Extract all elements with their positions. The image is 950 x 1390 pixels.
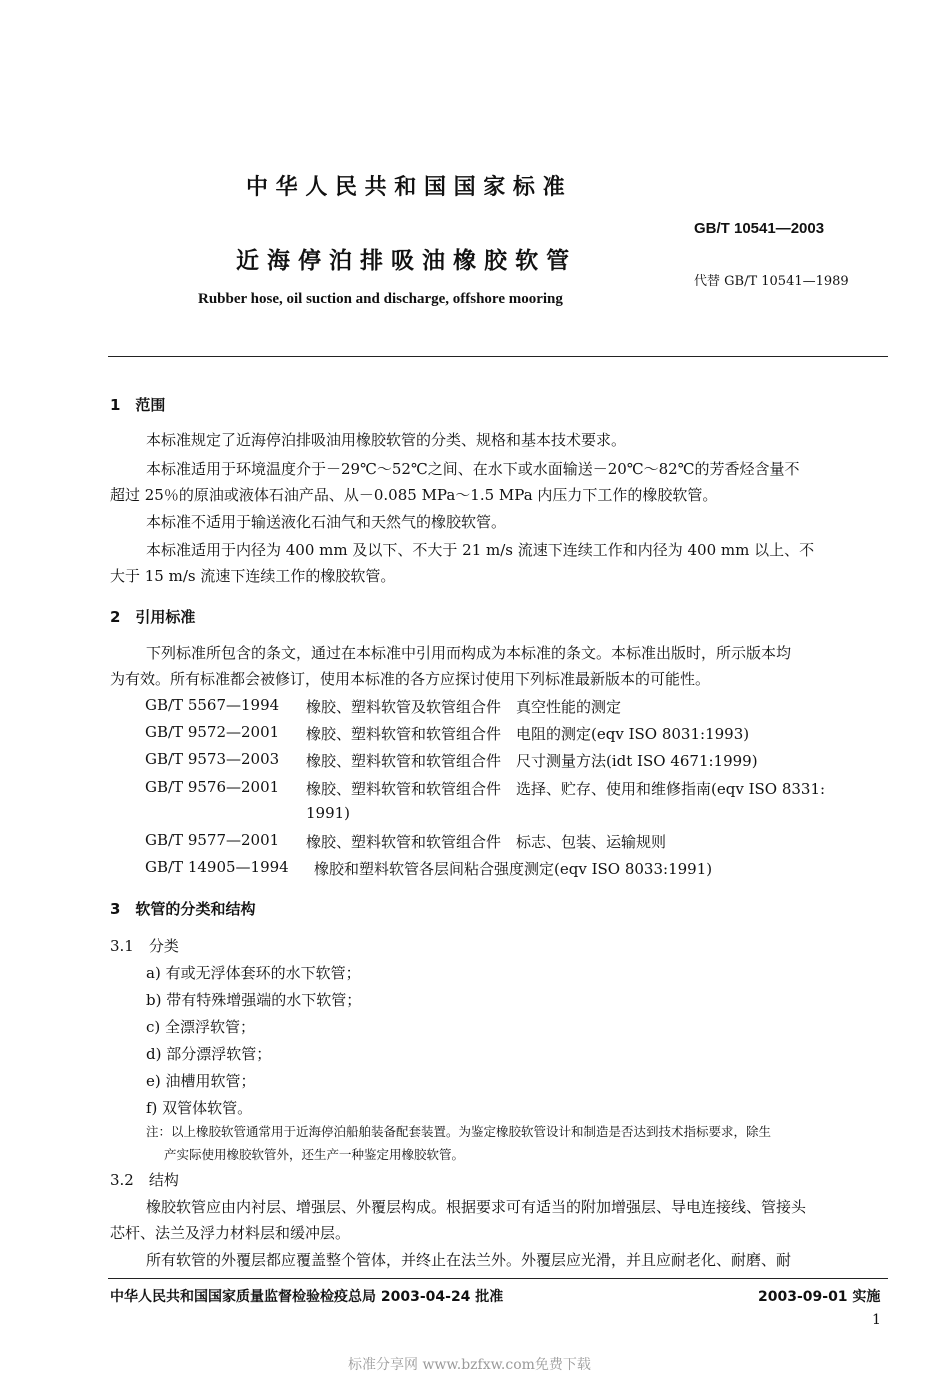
section-3-2-para-1-line-1: 橡胶软管应由内衬层、增强层、外覆层构成。根据要求可有适当的附加增强层、导电连接线、管接头	[146, 1198, 807, 1216]
note-line-2: 产实际使用橡胶软管外，还生产一种鉴定用橡胶软管。	[164, 1147, 465, 1162]
section-1-para-4-line-2: 大于 15 m/s 流速下连续工作的橡胶软管。	[110, 567, 396, 585]
section-1-para-1: 本标准规定了近海停泊排吸油用橡胶软管的分类、规格和基本技术要求。	[146, 431, 627, 449]
section-3-1-heading: 3.1 分类	[110, 937, 179, 955]
section-1-para-3: 本标准不适用于输送液化石油气和天然气的橡胶软管。	[146, 513, 507, 531]
effective-date: 2003-09-01 实施	[758, 1289, 881, 1305]
reference-title: 橡胶、塑料软管和软管组合件 电阻的测定(eqv ISO 8031:1993)	[306, 725, 750, 743]
reference-title: 橡胶和塑料软管各层间粘合强度测定(eqv ISO 8033:1991)	[314, 860, 713, 878]
section-2-para-line-2: 为有效。所有标准都会被修订，使用本标准的各方应探讨使用下列标准最新版本的可能性。	[110, 670, 711, 688]
list-item: e) 油槽用软管；	[146, 1072, 256, 1090]
section-3-heading: 3 软管的分类和结构	[110, 900, 256, 918]
reference-code: GB/T 9577—2001	[145, 831, 280, 849]
section-2-heading: 2 引用标准	[110, 608, 196, 626]
list-item: d) 部分漂浮软管；	[146, 1045, 272, 1063]
section-1-para-4-line-1: 本标准适用于内径为 400 mm 及以下、不大于 21 m/s 流速下连续工作和内径为 400 mm 以上、不	[146, 541, 815, 559]
reference-code: GB/T 9576—2001	[145, 778, 280, 796]
note-line-1: 注：以上橡胶软管通常用于近海停泊船舶装备配套装置。为鉴定橡胶软管设计和制造是否达到技术指标要求，除生	[146, 1124, 772, 1139]
reference-title: 橡胶、塑料软管和软管组合件 标志、包装、运输规则	[306, 833, 667, 851]
watermark: 标准分享网 www.bzfxw.com免费下载	[348, 1357, 591, 1373]
reference-code: GB/T 5567—1994	[145, 696, 280, 714]
reference-title: 橡胶、塑料软管和软管组合件 选择、贮存、使用和维修指南(eqv ISO 8331:	[306, 780, 826, 798]
list-item: a) 有或无浮体套环的水下软管；	[146, 964, 361, 982]
document-title-cn: 近 海 停 泊 排 吸 油 橡 胶 软 管	[236, 248, 570, 274]
reference-code: GB/T 9573—2003	[145, 750, 280, 768]
reference-title: 橡胶、塑料软管和软管组合件 尺寸测量方法(idt ISO 4671:1999)	[306, 752, 758, 770]
section-3-2-para-1-line-2: 芯杆、法兰及浮力材料层和缓冲层。	[110, 1224, 351, 1242]
section-1-para-2-line-2: 超过 25％的原油或液体石油产品、从－0.085 MPa～1.5 MPa 内压力下工作的橡胶软管。	[110, 486, 718, 504]
approval-authority: 中华人民共和国国家质量监督检验检疫总局 2003-04-24 批准	[110, 1289, 504, 1305]
replaces-standard: 代替 GB/T 10541—1989	[694, 274, 849, 289]
page-number: 1	[872, 1312, 881, 1328]
national-standard-title: 中 华 人 民 共 和 国 国 家 标 准	[246, 175, 565, 200]
list-item: b) 带有特殊增强端的水下软管；	[146, 991, 362, 1009]
document-title-en: Rubber hose, oil suction and discharge, offshore mooring	[198, 291, 563, 307]
list-item: f) 双管体软管。	[146, 1099, 253, 1117]
section-1-heading: 1 范围	[110, 396, 166, 414]
header-divider	[108, 356, 888, 357]
reference-title-continued: 1991)	[306, 804, 351, 822]
standard-code: GB/T 10541—2003	[694, 220, 825, 237]
section-3-2-para-2-line-1: 所有软管的外覆层都应覆盖整个管体，并终止在法兰外。外覆层应光滑，并且应耐老化、耐磨、耐	[146, 1251, 792, 1269]
section-2-para-line-1: 下列标准所包含的条文，通过在本标准中引用而构成为本标准的条文。本标准出版时，所示版本均	[146, 644, 792, 662]
reference-code: GB/T 14905—1994	[145, 858, 289, 876]
section-1-para-2-line-1: 本标准适用于环境温度介于－29℃～52℃之间、在水下或水面输送－20℃～82℃的芳香烃含量不	[146, 460, 800, 478]
footer-divider	[108, 1278, 888, 1279]
list-item: c) 全漂浮软管；	[146, 1018, 256, 1036]
reference-title: 橡胶、塑料软管及软管组合件 真空性能的测定	[306, 698, 622, 716]
section-3-2-heading: 3.2 结构	[110, 1171, 179, 1189]
reference-code: GB/T 9572—2001	[145, 723, 280, 741]
